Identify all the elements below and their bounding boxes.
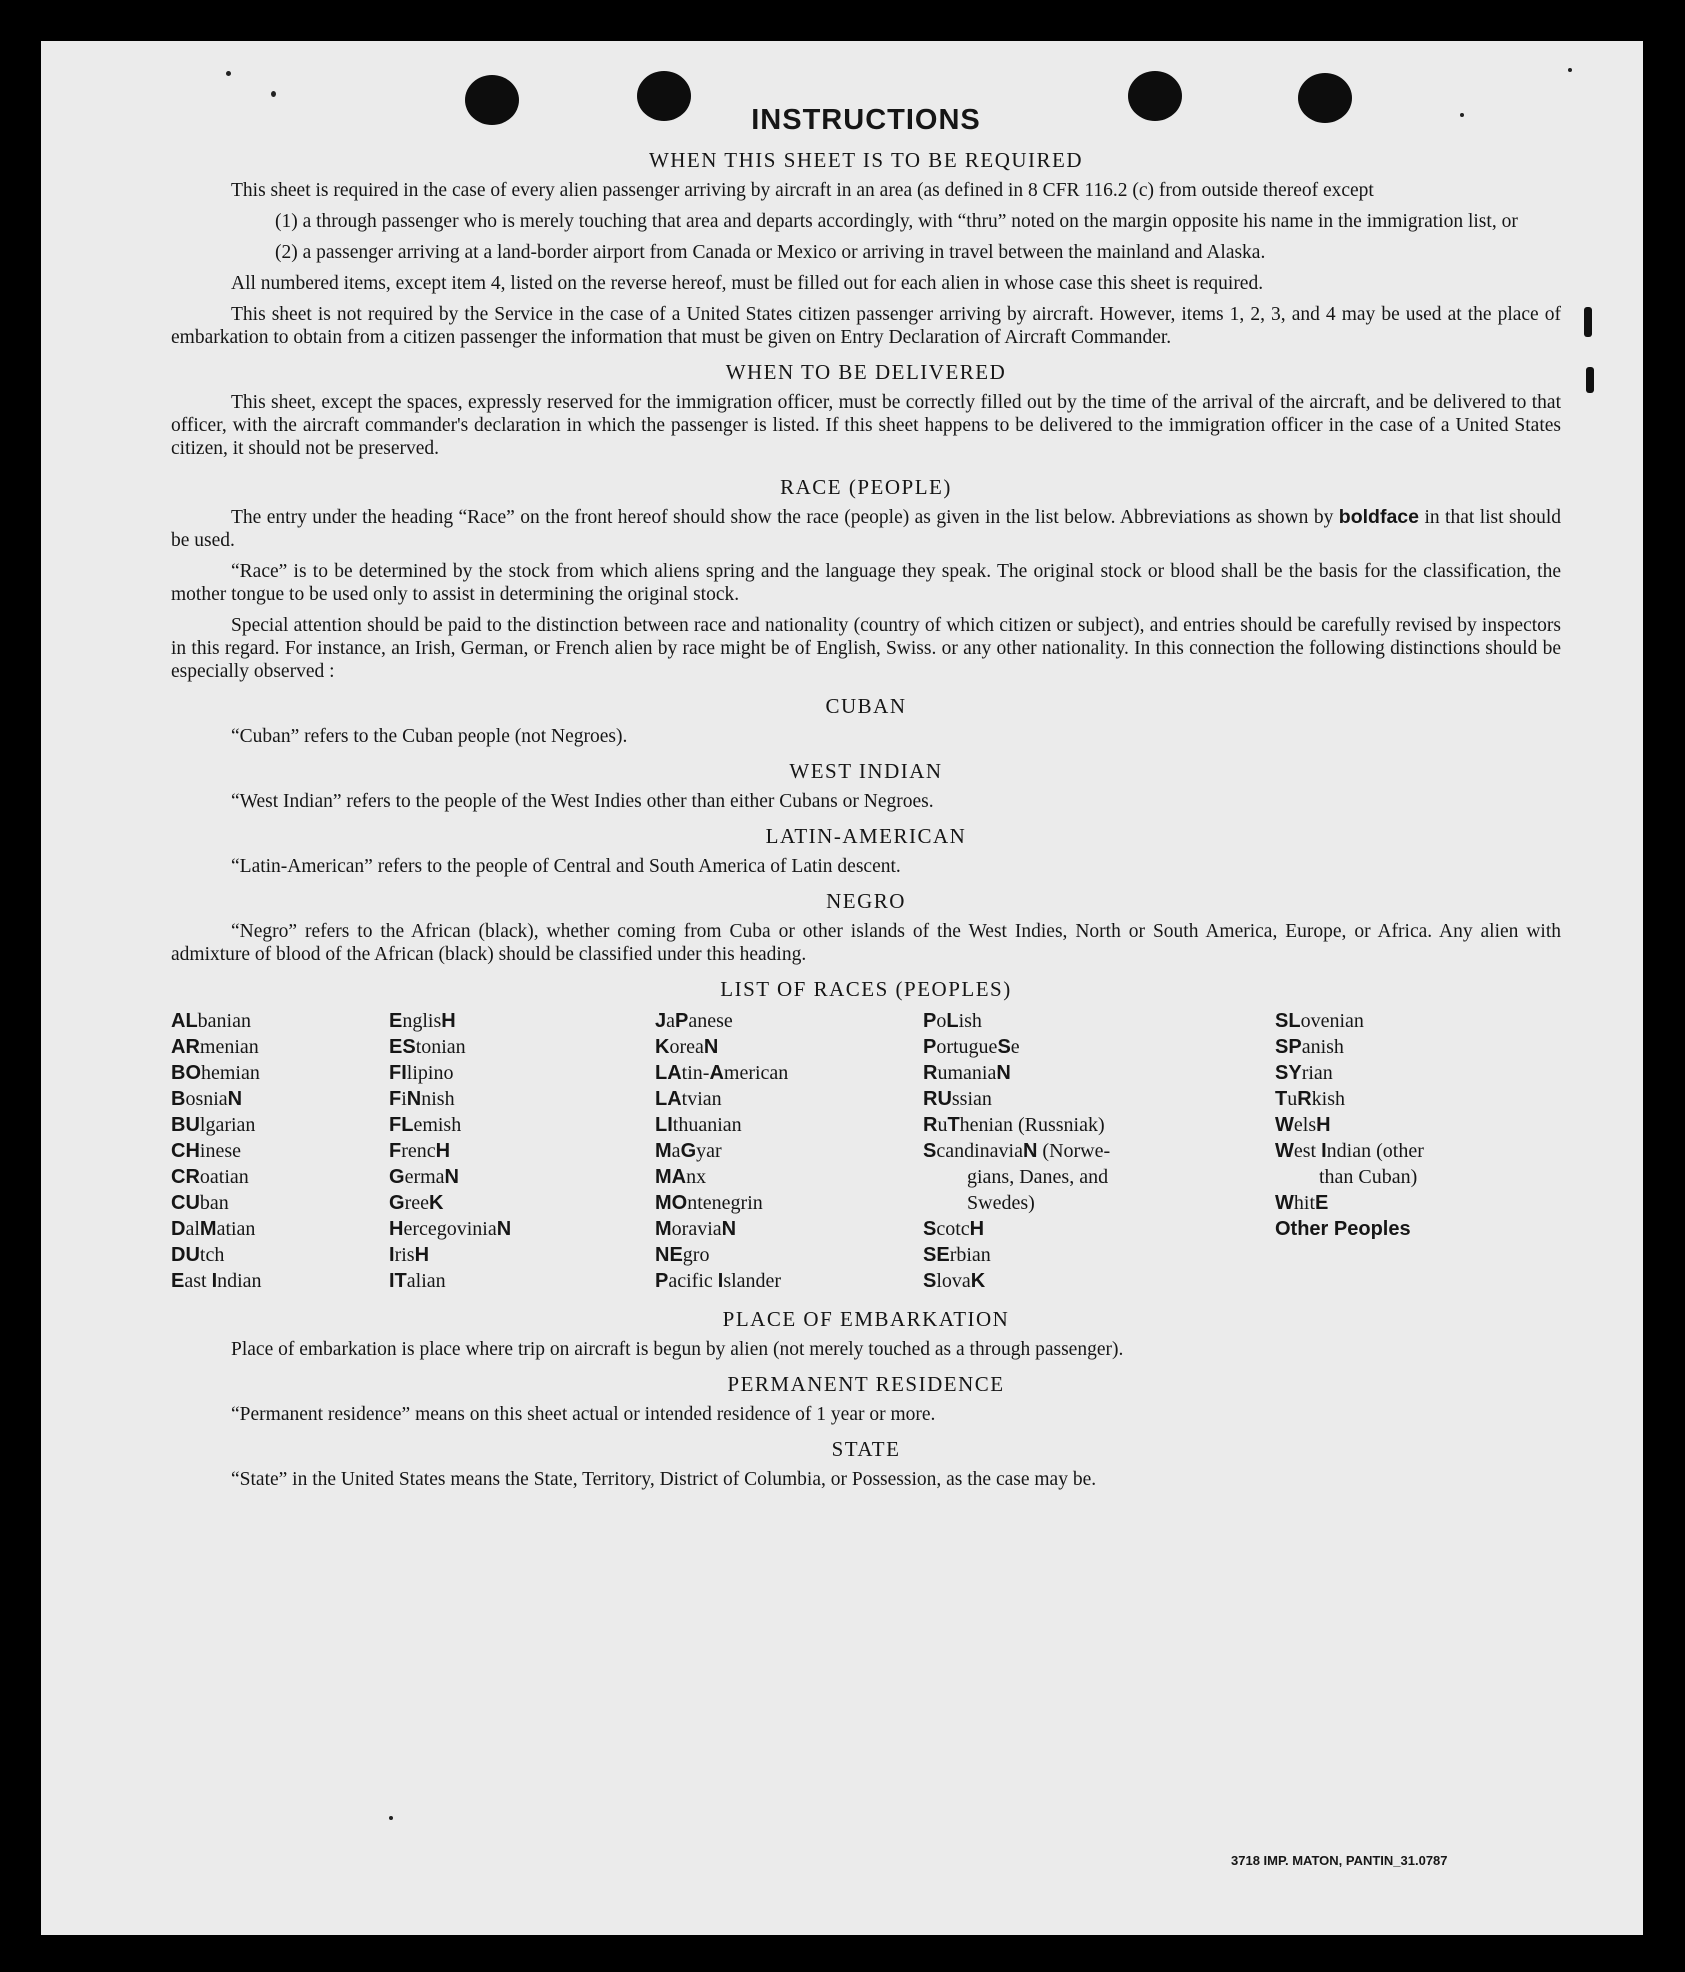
abbreviation-letters: K bbox=[970, 1270, 986, 1292]
race-entry bbox=[171, 1060, 389, 1086]
race-entry bbox=[1275, 1034, 1535, 1060]
section-heading-race: RACE (PEOPLE) bbox=[780, 475, 952, 499]
race-column bbox=[1275, 1008, 1535, 1294]
race-entry bbox=[923, 1242, 1275, 1268]
abbreviation-letters: W bbox=[1275, 1140, 1294, 1162]
edge-mark bbox=[1584, 307, 1592, 337]
abbreviation-letters: AL bbox=[171, 1010, 198, 1032]
abbreviation-letters: N bbox=[444, 1166, 459, 1188]
race-text: cotc bbox=[936, 1218, 970, 1240]
race-text: o bbox=[936, 1010, 947, 1032]
document-content bbox=[171, 103, 1561, 1499]
abbreviation-letters: E bbox=[1315, 1192, 1329, 1214]
race-column bbox=[923, 1008, 1275, 1294]
paragraph bbox=[171, 506, 1561, 552]
race-text: osnia bbox=[185, 1088, 228, 1110]
race-text: yar bbox=[696, 1140, 722, 1162]
race-entry bbox=[1275, 1164, 1535, 1190]
abbreviation-letters: L bbox=[946, 1010, 959, 1032]
race-text: lova bbox=[936, 1270, 971, 1292]
race-text: ovenian bbox=[1300, 1010, 1364, 1032]
race-column bbox=[171, 1008, 389, 1294]
abbreviation-letters: CU bbox=[171, 1192, 200, 1214]
race-entry bbox=[171, 1112, 389, 1138]
abbreviation-letters: P bbox=[655, 1270, 669, 1292]
abbreviation-letters: M bbox=[199, 1218, 217, 1240]
paragraph: “Latin-American” refers to the people of Central and South America of Latin descent. bbox=[231, 856, 901, 877]
abbreviation-letters: LA bbox=[655, 1088, 682, 1110]
race-text: slander bbox=[723, 1270, 782, 1292]
race-text: u bbox=[937, 1114, 948, 1136]
race-entry bbox=[1275, 1216, 1535, 1242]
race-entry bbox=[389, 1190, 655, 1216]
abbreviation-letters: P bbox=[923, 1010, 937, 1032]
race-entry bbox=[655, 1034, 923, 1060]
abbreviation-letters: N bbox=[1022, 1140, 1038, 1162]
abbreviation-letters: D bbox=[171, 1218, 186, 1240]
abbreviation-letters: H bbox=[1316, 1114, 1331, 1136]
race-text: lgarian bbox=[199, 1114, 256, 1136]
race-entry bbox=[389, 1138, 655, 1164]
race-list bbox=[171, 1008, 1561, 1294]
abbreviation-letters: S bbox=[923, 1140, 937, 1162]
race-entry bbox=[923, 1164, 1275, 1190]
race-text: (Norwe- bbox=[1037, 1140, 1111, 1162]
race-entry bbox=[171, 1008, 389, 1034]
paragraph: This sheet is required in the case of every alien passenger arriving by aircraft in an area (as defined in 8 CFR 116.2 (c) from outside thereof except bbox=[231, 180, 1374, 201]
race-entry bbox=[171, 1164, 389, 1190]
race-text: emish bbox=[413, 1114, 462, 1136]
abbreviation-letters: AR bbox=[171, 1036, 200, 1058]
abbreviation-letters: K bbox=[655, 1036, 670, 1058]
race-entry bbox=[655, 1164, 923, 1190]
abbreviation-letters: H bbox=[414, 1244, 430, 1266]
text-run: in that list should be used. bbox=[171, 507, 1562, 551]
race-text: u bbox=[1287, 1088, 1298, 1110]
race-text: ndian (other bbox=[1326, 1140, 1424, 1162]
race-entry bbox=[923, 1216, 1275, 1242]
paragraph: Special attention should be paid to the distinction between race and nationality (country of which citizen or subject), and entries should be carefully revised by inspectors in this regard. For instance, an Irish, German, or French alien by race might be of English, Swiss. or any other nationality. In this connection the following distinctions should be especially observed : bbox=[171, 615, 1561, 682]
race-text: e bbox=[1010, 1036, 1020, 1058]
abbreviation-letters: SP bbox=[1275, 1036, 1302, 1058]
race-entry bbox=[923, 1008, 1275, 1034]
race-text: candinavia bbox=[936, 1140, 1023, 1162]
speck bbox=[389, 1816, 393, 1820]
race-text: atian bbox=[216, 1218, 256, 1240]
race-text: lipino bbox=[406, 1062, 454, 1084]
abbreviation-letters: H bbox=[969, 1218, 985, 1240]
race-entry bbox=[1275, 1138, 1535, 1164]
race-text: ntenegrin bbox=[687, 1192, 763, 1214]
paragraph: “Race” is to be determined by the stock from which aliens spring and the language they speak. The original stock or blood shall be the basis for the classification, the mother tongue to be used only to assist in determining the original stock. bbox=[171, 561, 1561, 605]
abbreviation-letters: MO bbox=[655, 1192, 688, 1214]
paragraph: All numbered items, except item 4, listed on the reverse hereof, must be filled out for each alien in whose case this sheet is required. bbox=[231, 273, 1264, 294]
race-text: hit bbox=[1293, 1192, 1316, 1214]
abbreviation-letters: FL bbox=[389, 1114, 414, 1136]
race-text: nglis bbox=[402, 1010, 442, 1032]
abbreviation-letters: F bbox=[389, 1140, 402, 1162]
abbreviation-letters: K bbox=[428, 1192, 444, 1214]
abbreviation-letters: ES bbox=[389, 1036, 416, 1058]
race-text: oravia bbox=[671, 1218, 722, 1240]
race-text: Swedes) bbox=[967, 1192, 1035, 1214]
race-entry bbox=[1275, 1008, 1535, 1034]
abbreviation-letters: E bbox=[171, 1270, 185, 1292]
race-text: thuanian bbox=[672, 1114, 742, 1136]
abbreviation-letters: SL bbox=[1275, 1010, 1301, 1032]
race-text: anish bbox=[1301, 1036, 1344, 1058]
race-entry bbox=[389, 1034, 655, 1060]
abbreviation-letters: M bbox=[655, 1218, 672, 1240]
race-entry bbox=[655, 1112, 923, 1138]
race-entry bbox=[923, 1034, 1275, 1060]
race-entry bbox=[389, 1008, 655, 1034]
paragraph: “West Indian” refers to the people of the West Indies other than either Cubans or Negroes. bbox=[231, 791, 934, 812]
section-heading-negro: NEGRO bbox=[826, 889, 906, 913]
race-entry bbox=[171, 1086, 389, 1112]
abbreviation-letters: LA bbox=[655, 1062, 682, 1084]
race-text: ast bbox=[184, 1270, 212, 1292]
race-entry bbox=[923, 1268, 1275, 1294]
abbreviation-letters: I bbox=[211, 1270, 218, 1292]
abbreviation-letters: T bbox=[1275, 1088, 1288, 1110]
list-heading: LIST OF RACES (PEOPLES) bbox=[720, 977, 1012, 1001]
race-text: acific bbox=[668, 1270, 718, 1292]
abbreviation-letters: M bbox=[655, 1140, 672, 1162]
race-text: ish bbox=[958, 1010, 982, 1032]
race-entry bbox=[923, 1190, 1275, 1216]
abbreviation-letters: R bbox=[923, 1114, 938, 1136]
abbreviation-letters: S bbox=[997, 1036, 1011, 1058]
race-column bbox=[389, 1008, 655, 1294]
abbreviation-letters: FI bbox=[389, 1062, 407, 1084]
printer-imprint: 3718 IMP. MATON, PANTIN_31.0787 bbox=[1231, 1853, 1448, 1868]
abbreviation-letters: LI bbox=[655, 1114, 673, 1136]
race-text: umania bbox=[937, 1062, 997, 1084]
race-text: tch bbox=[199, 1244, 225, 1266]
race-entry bbox=[655, 1216, 923, 1242]
abbreviation-letters: S bbox=[923, 1218, 937, 1240]
abbreviation-letters: CR bbox=[171, 1166, 200, 1188]
abbreviation-letters: W bbox=[1275, 1114, 1294, 1136]
race-entry bbox=[923, 1112, 1275, 1138]
paragraph: “Permanent residence” means on this sheet actual or intended residence of 1 year or more. bbox=[231, 1404, 936, 1425]
race-text: than Cuban) bbox=[1319, 1166, 1418, 1188]
race-text: alian bbox=[406, 1270, 446, 1292]
text-run: The entry under the heading “Race” on the front hereof should show the race (people) as given in the list below. Abbreviations as shown by bbox=[231, 507, 1334, 528]
race-entry bbox=[655, 1242, 923, 1268]
race-text: anese bbox=[688, 1010, 733, 1032]
abbreviation-letters: N bbox=[496, 1218, 512, 1240]
race-text: tin- bbox=[681, 1062, 710, 1084]
section-heading-state: STATE bbox=[831, 1437, 901, 1461]
race-text: ris bbox=[394, 1244, 415, 1266]
race-text: ndian bbox=[217, 1270, 262, 1292]
abbreviation-letters: RU bbox=[923, 1088, 952, 1110]
abbreviation-letters: DU bbox=[171, 1244, 200, 1266]
race-entry bbox=[923, 1060, 1275, 1086]
race-entry bbox=[655, 1138, 923, 1164]
race-entry bbox=[655, 1060, 923, 1086]
race-text: ban bbox=[199, 1192, 229, 1214]
race-text: rbian bbox=[949, 1244, 991, 1266]
page-title: INSTRUCTIONS bbox=[751, 104, 981, 136]
abbreviation-letters: B bbox=[171, 1088, 186, 1110]
abbreviation-letters: G bbox=[389, 1192, 405, 1214]
list-item: (1) a through passenger who is merely touching that area and departs accordingly, with “thru” noted on the margin opposite his name in the immigration list, or bbox=[275, 211, 1518, 232]
race-entry bbox=[1275, 1060, 1535, 1086]
race-text: oatian bbox=[199, 1166, 249, 1188]
abbreviation-letters: MA bbox=[655, 1166, 687, 1188]
race-text: gro bbox=[682, 1244, 710, 1266]
race-text: nx bbox=[686, 1166, 707, 1188]
race-text: erma bbox=[404, 1166, 445, 1188]
section-heading-required: WHEN THIS SHEET IS TO BE REQUIRED bbox=[648, 148, 1084, 172]
race-entry bbox=[923, 1086, 1275, 1112]
abbreviation-letters: Other Peoples bbox=[1275, 1218, 1411, 1240]
race-entry bbox=[171, 1034, 389, 1060]
speck bbox=[1568, 68, 1572, 72]
abbreviation-letters: H bbox=[441, 1010, 456, 1032]
abbreviation-letters: H bbox=[435, 1140, 451, 1162]
race-text: ree bbox=[404, 1192, 429, 1214]
abbreviation-letters: J bbox=[655, 1010, 667, 1032]
abbreviation-letters: P bbox=[923, 1036, 937, 1058]
boldface-word: boldface bbox=[1338, 506, 1419, 528]
section-heading-residence: PERMANENT RESIDENCE bbox=[727, 1372, 1005, 1396]
race-entry bbox=[1275, 1112, 1535, 1138]
race-text: inese bbox=[199, 1140, 241, 1162]
abbreviation-letters: P bbox=[675, 1010, 689, 1032]
race-text: al bbox=[185, 1218, 200, 1240]
abbreviation-letters: G bbox=[389, 1166, 405, 1188]
race-entry bbox=[1275, 1190, 1535, 1216]
abbreviation-letters: N bbox=[227, 1088, 243, 1110]
race-text: i bbox=[401, 1088, 407, 1110]
race-entry bbox=[171, 1138, 389, 1164]
edge-mark bbox=[1586, 367, 1594, 393]
race-entry bbox=[389, 1216, 655, 1242]
abbreviation-letters: T bbox=[947, 1114, 960, 1136]
abbreviation-letters: CH bbox=[171, 1140, 200, 1162]
race-text: banian bbox=[197, 1010, 251, 1032]
abbreviation-letters: I bbox=[717, 1270, 724, 1292]
paragraph: “State” in the United States means the State, Territory, District of Columbia, or Possession, as the case may be. bbox=[231, 1469, 1097, 1490]
race-entry bbox=[655, 1268, 923, 1294]
abbreviation-letters: N bbox=[996, 1062, 1011, 1084]
abbreviation-letters: R bbox=[1297, 1088, 1312, 1110]
race-text: kish bbox=[1311, 1088, 1346, 1110]
abbreviation-letters: NE bbox=[655, 1244, 683, 1266]
race-entry bbox=[923, 1138, 1275, 1164]
speck bbox=[271, 91, 276, 97]
abbreviation-letters: H bbox=[389, 1218, 404, 1240]
section-heading-embarkation: PLACE OF EMBARKATION bbox=[722, 1307, 1010, 1331]
race-entry bbox=[171, 1268, 389, 1294]
race-entry bbox=[171, 1216, 389, 1242]
abbreviation-letters: N bbox=[721, 1218, 737, 1240]
speck bbox=[226, 71, 231, 76]
race-entry bbox=[389, 1086, 655, 1112]
abbreviation-letters: F bbox=[389, 1088, 402, 1110]
race-text: menian bbox=[199, 1036, 259, 1058]
race-entry bbox=[1275, 1086, 1535, 1112]
race-entry bbox=[389, 1242, 655, 1268]
race-entry bbox=[389, 1268, 655, 1294]
section-heading-cuban: CUBAN bbox=[825, 694, 907, 718]
race-column bbox=[655, 1008, 923, 1294]
abbreviation-letters: BU bbox=[171, 1114, 200, 1136]
abbreviation-letters: A bbox=[709, 1062, 724, 1084]
race-entry bbox=[655, 1008, 923, 1034]
section-heading-latin-american: LATIN-AMERICAN bbox=[765, 824, 967, 848]
paragraph: “Cuban” refers to the Cuban people (not Negroes). bbox=[231, 726, 628, 747]
race-text: rian bbox=[1301, 1062, 1333, 1084]
abbreviation-letters: E bbox=[389, 1010, 403, 1032]
abbreviation-letters: SE bbox=[923, 1244, 950, 1266]
abbreviation-letters: G bbox=[680, 1140, 697, 1162]
race-entry bbox=[389, 1112, 655, 1138]
race-text: ortugue bbox=[936, 1036, 998, 1058]
race-text: hemian bbox=[201, 1062, 260, 1084]
abbreviation-letters: I bbox=[1321, 1140, 1327, 1162]
race-text: a bbox=[671, 1140, 681, 1162]
race-text: ssian bbox=[951, 1088, 992, 1110]
paragraph: “Negro” refers to the African (black), whether coming from Cuba or other islands of the West Indies, North or South America, Europe, or Africa. Any alien with admixture of blood of the African (black) should be classified under this heading. bbox=[171, 921, 1561, 965]
abbreviation-letters: N bbox=[703, 1036, 719, 1058]
race-entry bbox=[171, 1190, 389, 1216]
section-heading-delivered: WHEN TO BE DELIVERED bbox=[725, 360, 1007, 384]
abbreviation-letters: R bbox=[923, 1062, 938, 1084]
abbreviation-letters: IT bbox=[389, 1270, 407, 1292]
abbreviation-letters: SY bbox=[1275, 1062, 1302, 1084]
abbreviation-letters: W bbox=[1275, 1192, 1294, 1214]
race-entry bbox=[389, 1164, 655, 1190]
race-text: renc bbox=[401, 1140, 436, 1162]
abbreviation-letters: N bbox=[406, 1088, 422, 1110]
race-text: a bbox=[666, 1010, 676, 1032]
paragraph: This sheet, except the spaces, expressly reserved for the immigration officer, must be correctly filled out by the time of the arrival of the aircraft, and be delivered to that officer, with the aircraft commander's declaration in which the passenger is listed. If this sheet happens to be delivered to the immigration officer in the case of a United States citizen, it should not be preserved. bbox=[171, 392, 1561, 459]
abbreviation-letters: I bbox=[389, 1244, 395, 1266]
section-heading-west-indian: WEST INDIAN bbox=[789, 759, 943, 783]
race-text: els bbox=[1293, 1114, 1317, 1136]
race-text: gians, Danes, and bbox=[967, 1166, 1109, 1188]
race-entry bbox=[171, 1242, 389, 1268]
abbreviation-letters: S bbox=[923, 1270, 937, 1292]
race-text: henian (Russniak) bbox=[959, 1114, 1105, 1136]
race-text: merican bbox=[723, 1062, 789, 1084]
race-entry bbox=[655, 1086, 923, 1112]
race-text: tonian bbox=[415, 1036, 466, 1058]
race-text: est bbox=[1293, 1140, 1322, 1162]
race-text: orea bbox=[669, 1036, 704, 1058]
race-text: nish bbox=[421, 1088, 455, 1110]
paragraph: This sheet is not required by the Service in the case of a United States citizen passenger arriving by aircraft. However, items 1, 2, 3, and 4 may be used at the place of embarkation to obtain from a citizen passenger the information that must be given on Entry Declaration of Aircraft Commander. bbox=[171, 304, 1561, 348]
race-entry bbox=[389, 1060, 655, 1086]
list-item: (2) a passenger arriving at a land-border airport from Canada or Mexico or arriving in travel between the mainland and Alaska. bbox=[275, 242, 1266, 263]
race-text: tvian bbox=[681, 1088, 722, 1110]
document-sheet bbox=[41, 41, 1643, 1935]
paragraph: Place of embarkation is place where trip on aircraft is begun by alien (not merely touched as a through passenger). bbox=[231, 1339, 1124, 1360]
race-entry bbox=[655, 1190, 923, 1216]
race-text: ercegovinia bbox=[403, 1218, 497, 1240]
abbreviation-letters: BO bbox=[171, 1062, 201, 1084]
